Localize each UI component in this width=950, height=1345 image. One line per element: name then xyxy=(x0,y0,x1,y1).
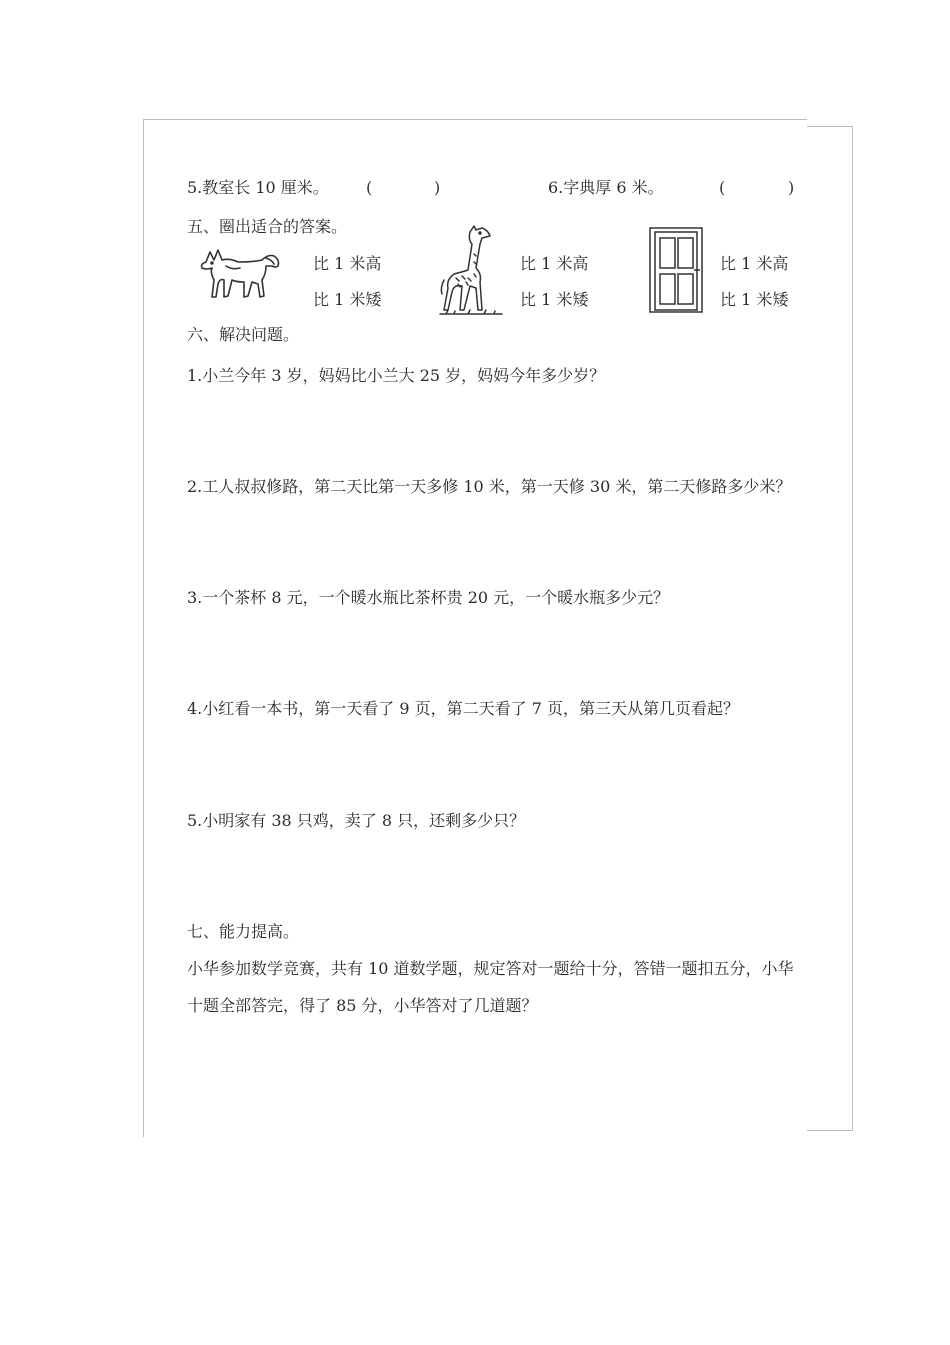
frame-right-top-line xyxy=(807,126,852,127)
question-6-text: 6.字典厚 6 米。 xyxy=(548,178,664,197)
challenge-text-line-1: 小华参加数学竞赛，共有 10 道数学题，规定答对一题给十分，答错一题扣五分，小华 xyxy=(187,959,794,978)
problem-3: 3.一个茶杯 8 元，一个暖水瓶比茶杯贵 20 元，一个暖水瓶多少元？ xyxy=(187,588,670,607)
problem-2: 2.工人叔叔修路，第二天比第一天多修 10 米，第一天修 30 米，第二天修路多少米？ xyxy=(187,477,792,496)
problem-1: 1.小兰今年 3 岁，妈妈比小兰大 25 岁，妈妈今年多少岁？ xyxy=(187,366,606,385)
section-7-heading: 七、能力提高。 xyxy=(187,922,300,941)
door-option-shorter[interactable]: 比 1 米矮 xyxy=(720,290,789,309)
dog-option-higher[interactable]: 比 1 米高 xyxy=(313,254,382,273)
question-5-close-paren: ) xyxy=(434,178,441,197)
giraffe-option-higher[interactable]: 比 1 米高 xyxy=(520,254,589,273)
dog-icon xyxy=(196,240,286,310)
challenge-text-line-2: 十题全部答完，得了 85 分，小华答对了几道题？ xyxy=(187,996,538,1015)
problem-4: 4.小红看一本书，第一天看了 9 页，第二天看了 7 页，第三天从第几页看起？ xyxy=(187,699,739,718)
question-5-text: 5.教室长 10 厘米。 xyxy=(187,178,329,197)
problem-5: 5.小明家有 38 只鸡，卖了 8 只，还剩多少只？ xyxy=(187,811,526,830)
section-6-heading: 六、解决问题。 xyxy=(187,325,300,344)
question-6-close-paren: ) xyxy=(788,178,795,197)
frame-top-line xyxy=(143,119,807,120)
section-5-heading: 五、圈出适合的答案。 xyxy=(187,217,348,236)
giraffe-option-shorter[interactable]: 比 1 米矮 xyxy=(520,290,589,309)
door-icon xyxy=(648,226,704,316)
question-6-open-paren: ( xyxy=(719,178,726,197)
door-option-higher[interactable]: 比 1 米高 xyxy=(720,254,789,273)
giraffe-icon xyxy=(438,222,504,318)
question-5-open-paren: ( xyxy=(366,178,373,197)
frame-right-line xyxy=(852,126,853,1130)
dog-option-shorter[interactable]: 比 1 米矮 xyxy=(313,290,382,309)
frame-left-line xyxy=(143,119,144,1137)
frame-right-bottom-line xyxy=(807,1130,853,1131)
